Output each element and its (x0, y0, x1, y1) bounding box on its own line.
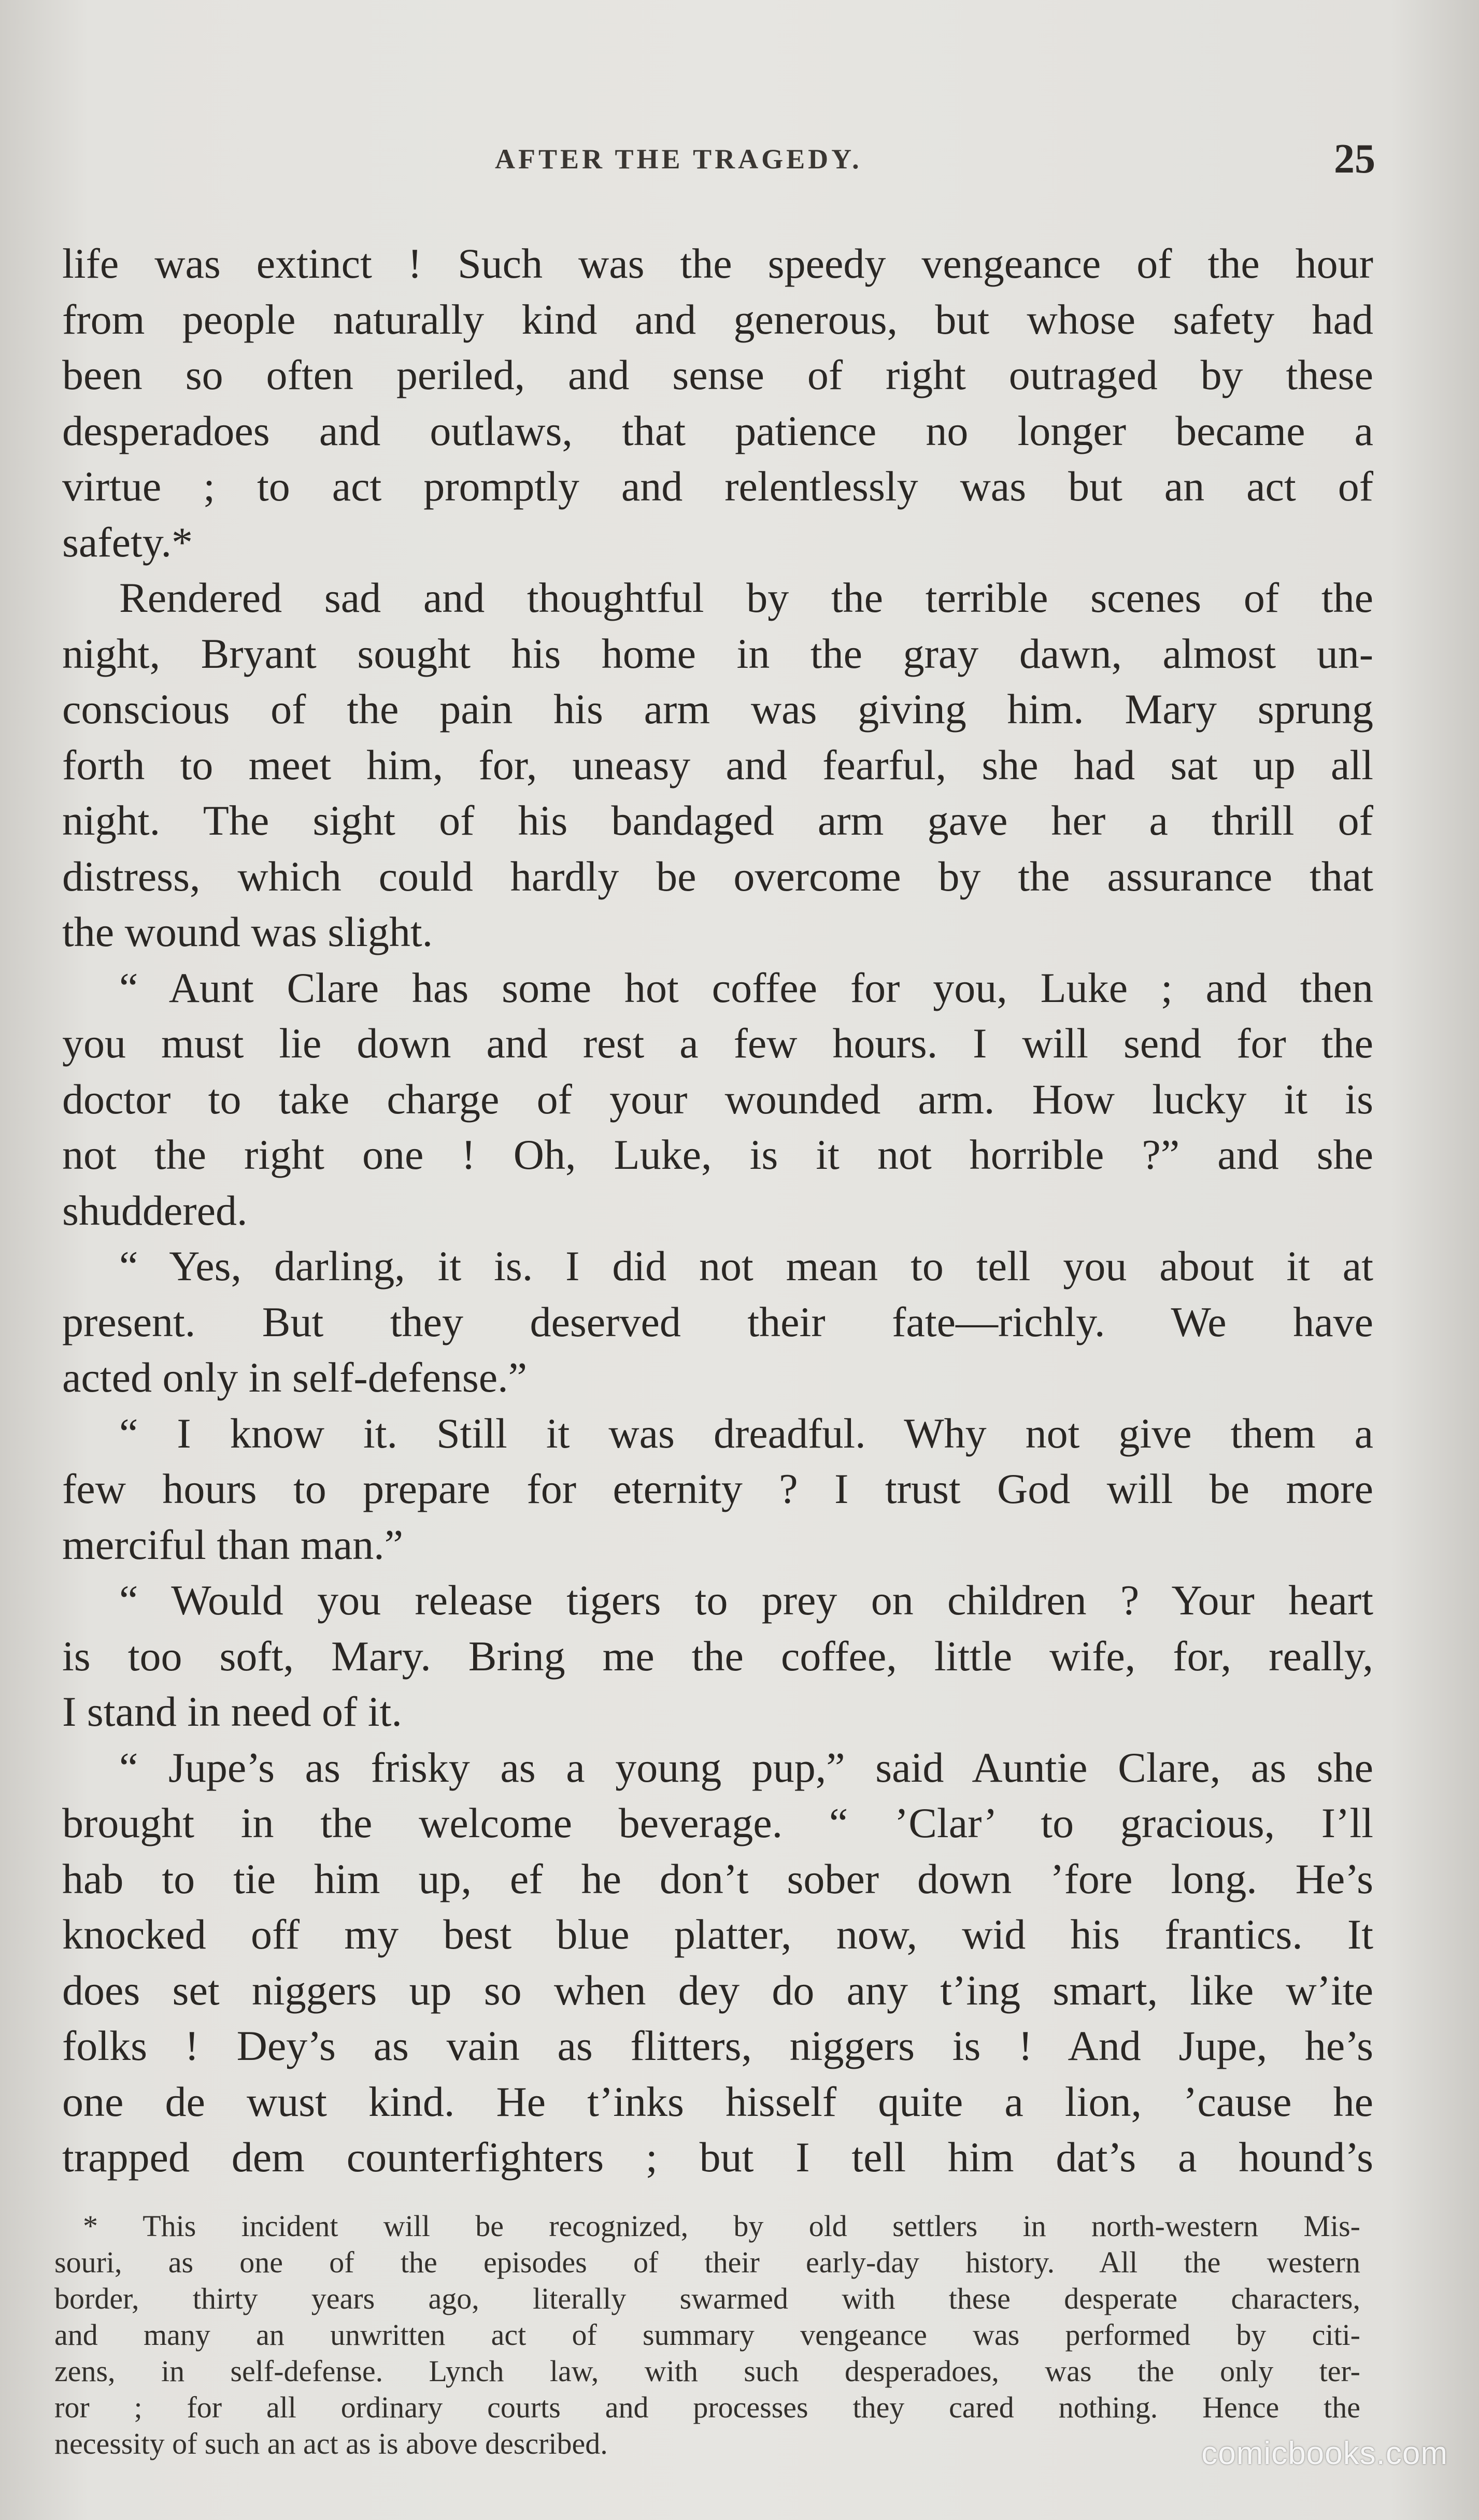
text-line: night. The sight of his bandaged arm gave her a thrill of (62, 797, 1373, 844)
footnote-line: and many an unwritten act of summary vengeance was performed by citi- (54, 2318, 1360, 2352)
text-line: from people naturally kind and generous, but whose safety had (62, 295, 1373, 343)
text-line: “ Yes, darling, it is. I did not mean to tell you about it at (119, 1242, 1373, 1290)
text-line: hab to tie him up, ef he don’t sober down ’fore long. He’s (62, 1855, 1373, 1902)
text-line: Rendered sad and thoughtful by the terrible scenes of the (119, 574, 1373, 621)
text-line: “ Aunt Clare has some hot coffee for you, Luke ; and then (119, 964, 1373, 1011)
text-line: “ Jupe’s as frisky as a young pup,” said Auntie Clare, as she (119, 1743, 1373, 1791)
text-line: desperadoes and outlaws, that patience no longer became a (62, 407, 1373, 454)
text-line: doctor to take charge of your wounded arm. How lucky it is (62, 1075, 1373, 1123)
text-line: acted only in self-defense.” (62, 1354, 528, 1401)
text-line: you must lie down and rest a few hours. I will send for the (62, 1020, 1373, 1067)
text-line: present. But they deserved their fate—richly. We have (62, 1298, 1373, 1345)
text-line: the wound was slight. (62, 908, 433, 955)
footnote-line: zens, in self-defense. Lynch law, with such desperadoes, was the only ter- (54, 2354, 1360, 2388)
text-line: virtue ; to act promptly and relentlessly was but an act of (62, 463, 1373, 510)
footnote (54, 2208, 1360, 2462)
footnote-line: * This incident will be recognized, by old settlers in north-western Mis- (83, 2209, 1360, 2243)
footnote-line: necessity of such an act as is above described. (54, 2427, 608, 2460)
body-text (62, 236, 1373, 2185)
text-line: forth to meet him, for, uneasy and fearful, she had sat up all (62, 741, 1373, 789)
text-line: “ I know it. Still it was dreadful. Why not give them a (119, 1409, 1373, 1457)
footnote-line: ror ; for all ordinary courts and processes they cared nothing. Hence the (54, 2390, 1360, 2424)
text-line: folks ! Dey’s as vain as flitters, niggers is ! And Jupe, he’s (62, 2022, 1373, 2069)
text-line: “ Would you release tigers to prey on children ? Your heart (119, 1577, 1373, 1624)
text-line: night, Bryant sought his home in the gray dawn, almost un- (62, 629, 1373, 677)
text-line: brought in the welcome beverage. “ ’Clar’ to gracious, I’ll (62, 1799, 1373, 1846)
text-line: merciful than man.” (62, 1521, 404, 1568)
watermark: comicbooks.com (1201, 2436, 1448, 2471)
text-line: safety.* (62, 518, 193, 566)
text-line: distress, which could hardly be overcome by the assurance that (62, 852, 1373, 900)
text-line: conscious of the pain his arm was giving him. Mary sprung (62, 685, 1373, 733)
running-header (0, 136, 1479, 182)
text-line: few hours to prepare for eternity ? I trust God will be more (62, 1465, 1373, 1512)
footnote-line: souri, as one of the episodes of their early-day history. All the western (54, 2245, 1360, 2279)
text-line: life was extinct ! Such was the speedy vengeance of the hour (62, 240, 1373, 287)
text-line: is too soft, Mary. Bring me the coffee, little wife, for, really, (62, 1632, 1373, 1680)
text-line: I stand in need of it. (62, 1688, 402, 1735)
text-line: one de wust kind. He t’inks hisself quite a lion, ’cause he (62, 2078, 1373, 2125)
text-line: been so often periled, and sense of right outraged by these (62, 351, 1373, 398)
text-line: shuddered. (62, 1186, 248, 1234)
text-line: not the right one ! Oh, Luke, is it not horrible ?” and she (62, 1131, 1373, 1178)
text-line: does set niggers up so when dey do any t’ing smart, like w’ite (62, 1966, 1373, 2014)
text-line: knocked off my best blue platter, now, wid his frantics. It (62, 1911, 1373, 1958)
running-title: AFTER THE TRAGEDY. (495, 144, 862, 175)
footnote-line: border, thirty years ago, literally swarmed with these desperate characters, (54, 2282, 1360, 2315)
page-number: 25 (1334, 136, 1375, 182)
text-line: trapped dem counterfighters ; but I tell him dat’s a hound’s (62, 2134, 1373, 2181)
